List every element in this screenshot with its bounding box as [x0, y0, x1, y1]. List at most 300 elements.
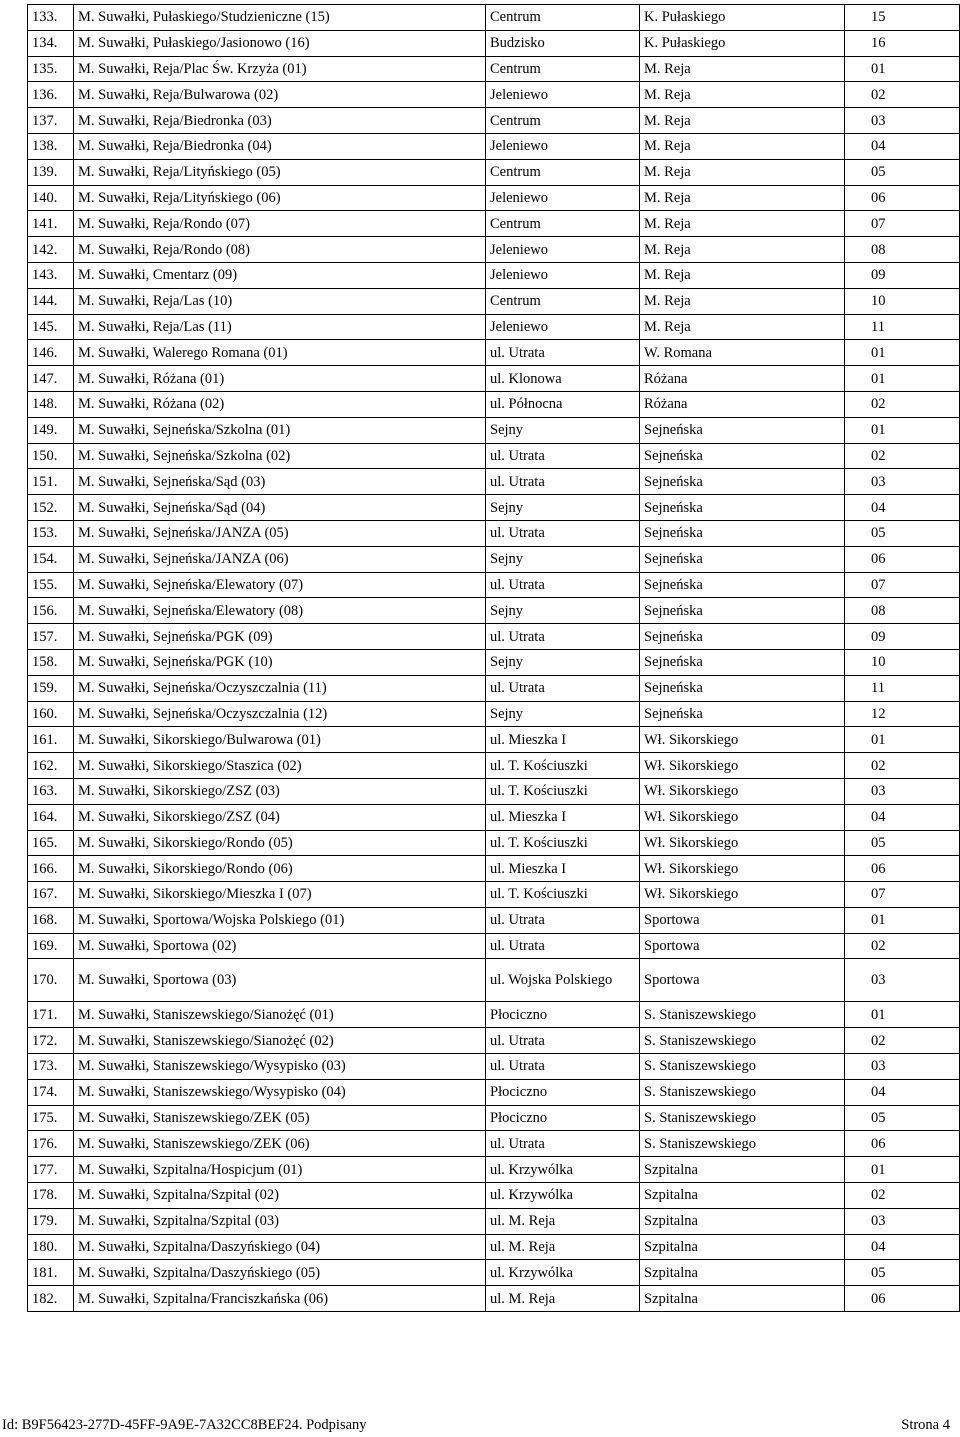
- street: M. Reja: [640, 237, 845, 263]
- table-row: [28, 366, 960, 392]
- street: Sejneńska: [640, 495, 845, 521]
- table-row: [28, 1079, 960, 1105]
- street: M. Reja: [640, 82, 845, 108]
- table-row: [28, 675, 960, 701]
- stop-name: M. Suwałki, Sejneńska/Elewatory (08): [74, 598, 486, 624]
- bus-stop-table: [27, 4, 960, 1312]
- table-row: [28, 262, 960, 288]
- stop-name: M. Suwałki, Staniszewskiego/Sianożęć (01): [74, 1002, 486, 1028]
- row-number: 176.: [28, 1131, 74, 1157]
- stop-name: M. Suwałki, Sejneńska/PGK (10): [74, 649, 486, 675]
- stop-code: 03: [845, 1054, 960, 1080]
- row-number: 155.: [28, 572, 74, 598]
- street: Sejneńska: [640, 443, 845, 469]
- stop-name: M. Suwałki, Pułaskiego/Jasionowo (16): [74, 30, 486, 56]
- stop-code: 06: [845, 1286, 960, 1312]
- stop-code: 01: [845, 1002, 960, 1028]
- street: S. Staniszewskiego: [640, 1054, 845, 1080]
- direction: ul. Północna: [486, 391, 640, 417]
- stop-code: 05: [845, 159, 960, 185]
- stop-name: M. Suwałki, Szpitalna/Franciszkańska (06): [74, 1286, 486, 1312]
- direction: ul. Utrata: [486, 624, 640, 650]
- row-number: 161.: [28, 727, 74, 753]
- table-row: [28, 417, 960, 443]
- table-row: [28, 520, 960, 546]
- stop-name: M. Suwałki, Reja/Rondo (07): [74, 211, 486, 237]
- table-row: [28, 1183, 960, 1209]
- direction: Jeleniewo: [486, 262, 640, 288]
- direction: Płociczno: [486, 1079, 640, 1105]
- table-row: [28, 30, 960, 56]
- row-number: 158.: [28, 649, 74, 675]
- street: Różana: [640, 366, 845, 392]
- table-row: [28, 133, 960, 159]
- stop-name: M. Suwałki, Sikorskiego/Staszica (02): [74, 753, 486, 779]
- row-number: 137.: [28, 108, 74, 134]
- direction: Centrum: [486, 211, 640, 237]
- stop-code: 04: [845, 1079, 960, 1105]
- direction: ul. T. Kościuszki: [486, 778, 640, 804]
- direction: ul. Krzywólka: [486, 1260, 640, 1286]
- direction: Centrum: [486, 159, 640, 185]
- stop-code: 15: [845, 5, 960, 31]
- direction: Centrum: [486, 288, 640, 314]
- street: Wł. Sikorskiego: [640, 778, 845, 804]
- table-row: [28, 1157, 960, 1183]
- street: M. Reja: [640, 314, 845, 340]
- street: Sejneńska: [640, 598, 845, 624]
- stop-name: M. Suwałki, Sikorskiego/Mieszka I (07): [74, 882, 486, 908]
- street: Sejneńska: [640, 520, 845, 546]
- direction: ul. T. Kościuszki: [486, 753, 640, 779]
- table-row: [28, 469, 960, 495]
- direction: ul. Utrata: [486, 933, 640, 959]
- direction: ul. M. Reja: [486, 1286, 640, 1312]
- street: M. Reja: [640, 108, 845, 134]
- table-row: [28, 701, 960, 727]
- stop-name: M. Suwałki, Reja/Plac Św. Krzyża (01): [74, 56, 486, 82]
- table-row: [28, 933, 960, 959]
- stop-code: 04: [845, 1234, 960, 1260]
- row-number: 175.: [28, 1105, 74, 1131]
- row-number: 142.: [28, 237, 74, 263]
- stop-name: M. Suwałki, Walerego Romana (01): [74, 340, 486, 366]
- table-row: [28, 572, 960, 598]
- stop-name: M. Suwałki, Staniszewskiego/ZEK (06): [74, 1131, 486, 1157]
- street: Wł. Sikorskiego: [640, 753, 845, 779]
- direction: ul. Utrata: [486, 340, 640, 366]
- stop-name: M. Suwałki, Sikorskiego/ZSZ (03): [74, 778, 486, 804]
- direction: ul. Utrata: [486, 1054, 640, 1080]
- stop-name: M. Suwałki, Różana (02): [74, 391, 486, 417]
- street: Wł. Sikorskiego: [640, 856, 845, 882]
- direction: ul. Utrata: [486, 907, 640, 933]
- stop-code: 09: [845, 624, 960, 650]
- table-row: [28, 1028, 960, 1054]
- street: W. Romana: [640, 340, 845, 366]
- row-number: 180.: [28, 1234, 74, 1260]
- table-row: [28, 830, 960, 856]
- street: Sejneńska: [640, 649, 845, 675]
- stop-name: M. Suwałki, Reja/Bulwarowa (02): [74, 82, 486, 108]
- stop-code: 05: [845, 1105, 960, 1131]
- stop-code: 05: [845, 1260, 960, 1286]
- stop-code: 01: [845, 417, 960, 443]
- stop-name: M. Suwałki, Szpitalna/Szpital (02): [74, 1183, 486, 1209]
- row-number: 169.: [28, 933, 74, 959]
- table-row: [28, 882, 960, 908]
- direction: ul. Wojska Polskiego: [486, 959, 640, 1002]
- stop-name: M. Suwałki, Różana (01): [74, 366, 486, 392]
- stop-name: M. Suwałki, Cmentarz (09): [74, 262, 486, 288]
- table-row: [28, 907, 960, 933]
- stop-code: 01: [845, 56, 960, 82]
- street: Sejneńska: [640, 675, 845, 701]
- row-number: 173.: [28, 1054, 74, 1080]
- direction: Sejny: [486, 701, 640, 727]
- stop-code: 04: [845, 495, 960, 521]
- row-number: 179.: [28, 1208, 74, 1234]
- stop-code: 06: [845, 546, 960, 572]
- stop-code: 06: [845, 856, 960, 882]
- stop-code: 08: [845, 598, 960, 624]
- stop-code: 16: [845, 30, 960, 56]
- direction: Centrum: [486, 108, 640, 134]
- row-number: 144.: [28, 288, 74, 314]
- direction: ul. Utrata: [486, 520, 640, 546]
- table-row: [28, 1234, 960, 1260]
- row-number: 135.: [28, 56, 74, 82]
- direction: ul. T. Kościuszki: [486, 882, 640, 908]
- direction: ul. Mieszka I: [486, 856, 640, 882]
- table-row: [28, 1054, 960, 1080]
- street: S. Staniszewskiego: [640, 1131, 845, 1157]
- stop-name: M. Suwałki, Sejneńska/Sąd (04): [74, 495, 486, 521]
- street: Szpitalna: [640, 1157, 845, 1183]
- page-number: Strona 4: [901, 1417, 950, 1433]
- street: S. Staniszewskiego: [640, 1002, 845, 1028]
- stop-name: M. Suwałki, Reja/Las (11): [74, 314, 486, 340]
- direction: Centrum: [486, 56, 640, 82]
- row-number: 145.: [28, 314, 74, 340]
- row-number: 133.: [28, 5, 74, 31]
- street: Sportowa: [640, 959, 845, 1002]
- stop-name: M. Suwałki, Reja/Las (10): [74, 288, 486, 314]
- row-number: 167.: [28, 882, 74, 908]
- table-row: [28, 598, 960, 624]
- row-number: 157.: [28, 624, 74, 650]
- row-number: 140.: [28, 185, 74, 211]
- street: Wł. Sikorskiego: [640, 804, 845, 830]
- stop-code: 04: [845, 133, 960, 159]
- direction: ul. Utrata: [486, 469, 640, 495]
- table-row: [28, 443, 960, 469]
- street: Szpitalna: [640, 1183, 845, 1209]
- stop-name: M. Suwałki, Sikorskiego/ZSZ (04): [74, 804, 486, 830]
- direction: ul. Klonowa: [486, 366, 640, 392]
- stop-name: M. Suwałki, Sportowa/Wojska Polskiego (01): [74, 907, 486, 933]
- stop-name: M. Suwałki, Sejneńska/PGK (09): [74, 624, 486, 650]
- street: M. Reja: [640, 133, 845, 159]
- stop-code: 05: [845, 520, 960, 546]
- row-number: 181.: [28, 1260, 74, 1286]
- stop-name: M. Suwałki, Sejneńska/JANZA (05): [74, 520, 486, 546]
- stop-code: 01: [845, 907, 960, 933]
- row-number: 143.: [28, 262, 74, 288]
- street: Sportowa: [640, 907, 845, 933]
- stop-code: 11: [845, 314, 960, 340]
- direction: Jeleniewo: [486, 185, 640, 211]
- stop-code: 11: [845, 675, 960, 701]
- stop-code: 07: [845, 882, 960, 908]
- street: S. Staniszewskiego: [640, 1028, 845, 1054]
- table-row: [28, 391, 960, 417]
- row-number: 146.: [28, 340, 74, 366]
- street: Szpitalna: [640, 1234, 845, 1260]
- bus-stop-table-body: [28, 5, 960, 1312]
- table-row: [28, 546, 960, 572]
- stop-name: M. Suwałki, Staniszewskiego/Wysypisko (03): [74, 1054, 486, 1080]
- stop-name: M. Suwałki, Reja/Biedronka (03): [74, 108, 486, 134]
- table-row: [28, 727, 960, 753]
- stop-name: M. Suwałki, Sejneńska/Elewatory (07): [74, 572, 486, 598]
- street: Sejneńska: [640, 546, 845, 572]
- stop-name: M. Suwałki, Sikorskiego/Bulwarowa (01): [74, 727, 486, 753]
- stop-name: M. Suwałki, Reja/Rondo (08): [74, 237, 486, 263]
- table-row: [28, 753, 960, 779]
- direction: ul. Mieszka I: [486, 804, 640, 830]
- table-row: [28, 624, 960, 650]
- row-number: 174.: [28, 1079, 74, 1105]
- direction: Sejny: [486, 598, 640, 624]
- row-number: 154.: [28, 546, 74, 572]
- direction: Sejny: [486, 495, 640, 521]
- stop-code: 09: [845, 262, 960, 288]
- row-number: 152.: [28, 495, 74, 521]
- stop-code: 10: [845, 288, 960, 314]
- row-number: 164.: [28, 804, 74, 830]
- stop-name: M. Suwałki, Staniszewskiego/Wysypisko (04): [74, 1079, 486, 1105]
- street: Wł. Sikorskiego: [640, 727, 845, 753]
- table-row: [28, 1131, 960, 1157]
- direction: ul. Utrata: [486, 1131, 640, 1157]
- table-row: [28, 288, 960, 314]
- stop-code: 02: [845, 1183, 960, 1209]
- stop-code: 04: [845, 804, 960, 830]
- direction: ul. Utrata: [486, 443, 640, 469]
- row-number: 151.: [28, 469, 74, 495]
- table-row: [28, 211, 960, 237]
- stop-code: 01: [845, 727, 960, 753]
- direction: Sejny: [486, 417, 640, 443]
- direction: Płociczno: [486, 1105, 640, 1131]
- stop-code: 03: [845, 959, 960, 1002]
- street: Sejneńska: [640, 417, 845, 443]
- page-footer: [0, 1417, 960, 1437]
- direction: Jeleniewo: [486, 133, 640, 159]
- direction: Sejny: [486, 546, 640, 572]
- stop-name: M. Suwałki, Staniszewskiego/ZEK (05): [74, 1105, 486, 1131]
- table-row: [28, 340, 960, 366]
- table-row: [28, 959, 960, 1002]
- street: M. Reja: [640, 56, 845, 82]
- table-row: [28, 495, 960, 521]
- stop-code: 02: [845, 933, 960, 959]
- street: M. Reja: [640, 262, 845, 288]
- table-row: [28, 1105, 960, 1131]
- stop-code: 01: [845, 340, 960, 366]
- stop-code: 07: [845, 211, 960, 237]
- direction: ul. Utrata: [486, 1028, 640, 1054]
- direction: Sejny: [486, 649, 640, 675]
- stop-code: 02: [845, 753, 960, 779]
- stop-code: 06: [845, 185, 960, 211]
- street: K. Pułaskiego: [640, 5, 845, 31]
- table-row: [28, 5, 960, 31]
- row-number: 177.: [28, 1157, 74, 1183]
- row-number: 153.: [28, 520, 74, 546]
- street: Sejneńska: [640, 572, 845, 598]
- street: M. Reja: [640, 185, 845, 211]
- row-number: 178.: [28, 1183, 74, 1209]
- stop-name: M. Suwałki, Sportowa (03): [74, 959, 486, 1002]
- direction: ul. Mieszka I: [486, 727, 640, 753]
- direction: ul. M. Reja: [486, 1234, 640, 1260]
- street: S. Staniszewskiego: [640, 1105, 845, 1131]
- stop-code: 03: [845, 778, 960, 804]
- row-number: 134.: [28, 30, 74, 56]
- stop-name: M. Suwałki, Sejneńska/Oczyszczalnia (11): [74, 675, 486, 701]
- table-row: [28, 82, 960, 108]
- stop-name: M. Suwałki, Szpitalna/Szpital (03): [74, 1208, 486, 1234]
- row-number: 166.: [28, 856, 74, 882]
- stop-name: M. Suwałki, Reja/Biedronka (04): [74, 133, 486, 159]
- row-number: 147.: [28, 366, 74, 392]
- row-number: 148.: [28, 391, 74, 417]
- stop-name: M. Suwałki, Sikorskiego/Rondo (06): [74, 856, 486, 882]
- stop-name: M. Suwałki, Reja/Lityńskiego (06): [74, 185, 486, 211]
- table-row: [28, 185, 960, 211]
- row-number: 160.: [28, 701, 74, 727]
- table-row: [28, 1286, 960, 1312]
- stop-code: 02: [845, 1028, 960, 1054]
- row-number: 170.: [28, 959, 74, 1002]
- row-number: 162.: [28, 753, 74, 779]
- stop-name: M. Suwałki, Sejneńska/Oczyszczalnia (12): [74, 701, 486, 727]
- direction: Płociczno: [486, 1002, 640, 1028]
- direction: Budzisko: [486, 30, 640, 56]
- street: Sportowa: [640, 933, 845, 959]
- table-row: [28, 1260, 960, 1286]
- table-row: [28, 649, 960, 675]
- row-number: 139.: [28, 159, 74, 185]
- street: Różana: [640, 391, 845, 417]
- table-row: [28, 1002, 960, 1028]
- street: Szpitalna: [640, 1286, 845, 1312]
- stop-code: 08: [845, 237, 960, 263]
- row-number: 149.: [28, 417, 74, 443]
- street: M. Reja: [640, 288, 845, 314]
- stop-code: 07: [845, 572, 960, 598]
- direction: ul. Krzywólka: [486, 1183, 640, 1209]
- street: S. Staniszewskiego: [640, 1079, 845, 1105]
- table-row: [28, 159, 960, 185]
- direction: Jeleniewo: [486, 314, 640, 340]
- row-number: 150.: [28, 443, 74, 469]
- row-number: 165.: [28, 830, 74, 856]
- street: K. Pułaskiego: [640, 30, 845, 56]
- row-number: 172.: [28, 1028, 74, 1054]
- direction: ul. Krzywólka: [486, 1157, 640, 1183]
- table-row: [28, 856, 960, 882]
- stop-name: M. Suwałki, Sikorskiego/Rondo (05): [74, 830, 486, 856]
- stop-code: 02: [845, 82, 960, 108]
- street: M. Reja: [640, 211, 845, 237]
- stop-name: M. Suwałki, Sejneńska/JANZA (06): [74, 546, 486, 572]
- stop-code: 03: [845, 108, 960, 134]
- row-number: 171.: [28, 1002, 74, 1028]
- stop-code: 01: [845, 366, 960, 392]
- row-number: 159.: [28, 675, 74, 701]
- direction: Centrum: [486, 5, 640, 31]
- direction: ul. Utrata: [486, 572, 640, 598]
- stop-name: M. Suwałki, Sejneńska/Sąd (03): [74, 469, 486, 495]
- street: Wł. Sikorskiego: [640, 882, 845, 908]
- stop-code: 05: [845, 830, 960, 856]
- table-row: [28, 314, 960, 340]
- direction: Jeleniewo: [486, 237, 640, 263]
- direction: Jeleniewo: [486, 82, 640, 108]
- table-row: [28, 108, 960, 134]
- table-row: [28, 1208, 960, 1234]
- street: Sejneńska: [640, 701, 845, 727]
- stop-name: M. Suwałki, Reja/Lityńskiego (05): [74, 159, 486, 185]
- street: Sejneńska: [640, 469, 845, 495]
- street: Sejneńska: [640, 624, 845, 650]
- table-row: [28, 804, 960, 830]
- direction: ul. Utrata: [486, 675, 640, 701]
- stop-code: 12: [845, 701, 960, 727]
- stop-name: M. Suwałki, Szpitalna/Hospicjum (01): [74, 1157, 486, 1183]
- stop-name: M. Suwałki, Sejneńska/Szkolna (02): [74, 443, 486, 469]
- direction: ul. T. Kościuszki: [486, 830, 640, 856]
- stop-name: M. Suwałki, Staniszewskiego/Sianożęć (02): [74, 1028, 486, 1054]
- stop-code: 03: [845, 469, 960, 495]
- stop-name: M. Suwałki, Sportowa (02): [74, 933, 486, 959]
- stop-code: 06: [845, 1131, 960, 1157]
- document-id: Id: B9F56423-277D-45FF-9A9E-7A32CC8BEF24. Podpisany: [2, 1417, 367, 1433]
- row-number: 136.: [28, 82, 74, 108]
- row-number: 156.: [28, 598, 74, 624]
- street: Wł. Sikorskiego: [640, 830, 845, 856]
- row-number: 182.: [28, 1286, 74, 1312]
- stop-code: 03: [845, 1208, 960, 1234]
- stop-code: 02: [845, 391, 960, 417]
- stop-name: M. Suwałki, Pułaskiego/Studzieniczne (15): [74, 5, 486, 31]
- direction: ul. M. Reja: [486, 1208, 640, 1234]
- table-row: [28, 778, 960, 804]
- stop-name: M. Suwałki, Sejneńska/Szkolna (01): [74, 417, 486, 443]
- row-number: 141.: [28, 211, 74, 237]
- row-number: 138.: [28, 133, 74, 159]
- street: Szpitalna: [640, 1208, 845, 1234]
- stop-code: 01: [845, 1157, 960, 1183]
- street: Szpitalna: [640, 1260, 845, 1286]
- stop-name: M. Suwałki, Szpitalna/Daszyńskiego (04): [74, 1234, 486, 1260]
- stop-name: M. Suwałki, Szpitalna/Daszyńskiego (05): [74, 1260, 486, 1286]
- row-number: 168.: [28, 907, 74, 933]
- stop-code: 02: [845, 443, 960, 469]
